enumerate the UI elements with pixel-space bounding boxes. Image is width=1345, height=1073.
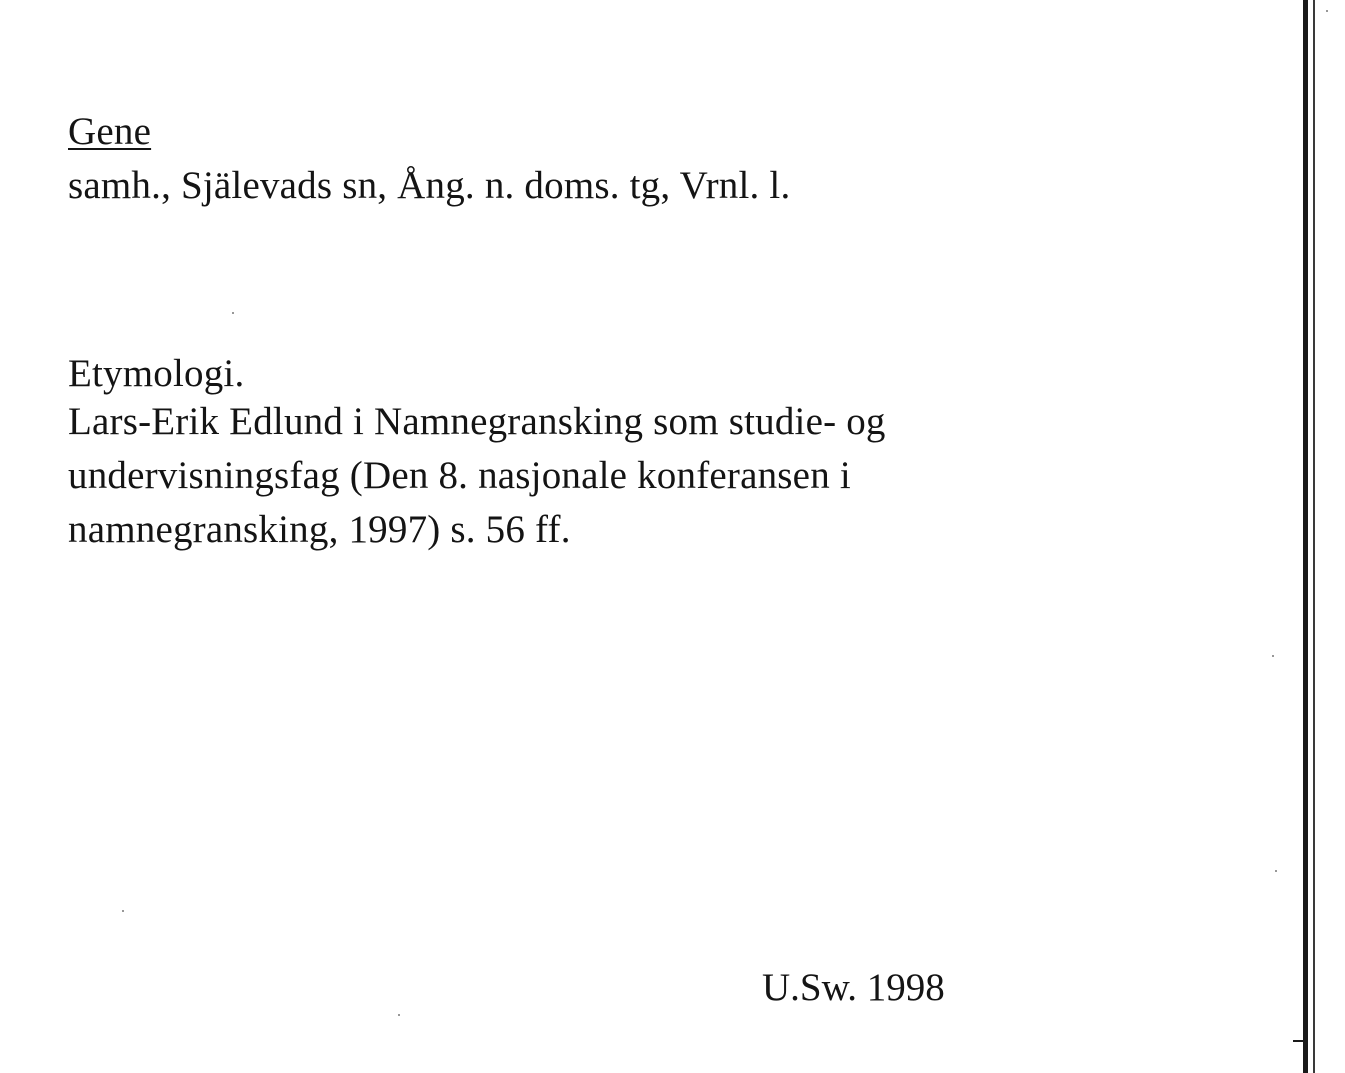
scan-speck [122,910,124,912]
scan-speck [1326,10,1328,12]
scan-speck [232,312,234,314]
reference-line-2: undervisningsfag (Den 8. nasjonale konferansen i [68,454,851,497]
scan-speck [1272,655,1274,657]
scan-speck [1275,870,1277,872]
corner-mark [1293,1040,1307,1042]
signature: U.Sw. 1998 [762,966,945,1009]
card-edge-line [1303,0,1308,1073]
card-edge-line-thin [1313,0,1315,1073]
section-heading: Etymologi. [68,352,245,395]
reference-line-3: namnegransking, 1997) s. 56 ff. [68,508,571,551]
location-line: samh., Själevads sn, Ång. n. doms. tg, Vrnl. l. [68,164,791,207]
reference-line-1: Lars-Erik Edlund i Namnegransking som studie- og [68,400,886,443]
headword: Gene [68,110,152,153]
scan-speck [398,1014,400,1016]
